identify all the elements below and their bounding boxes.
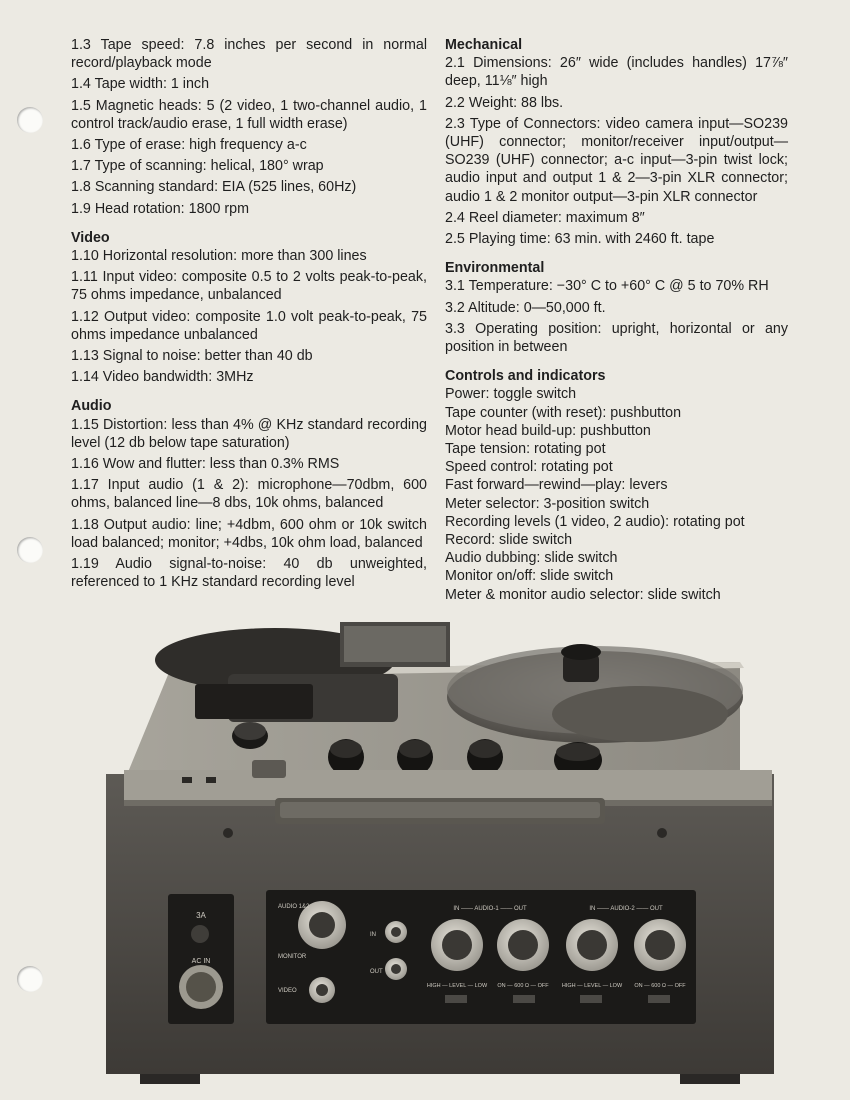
spec-item: 1.13 Signal to noise: better than 40 db [71, 348, 313, 365]
control-item: Tape tension: rotating pot [445, 441, 606, 458]
spec-item: 1.19 Audio signal-to-noise: 40 db unweighted, referenced to 1 KHz standard recording level [71, 556, 427, 591]
load-label: ON — 600 Ω — OFF [634, 983, 686, 989]
spec-item: 1.8 Scanning standard: EIA (525 lines, 60Hz) [71, 179, 357, 196]
audio-1-label: IN —— AUDIO-1 —— OUT [453, 906, 527, 912]
control-item: Audio dubbing: slide switch [445, 550, 618, 567]
spec-item: 1.4 Tape width: 1 inch [71, 76, 210, 93]
control-item: Fast forward—rewind—play: levers [445, 477, 668, 494]
controls-heading: Controls and indicators [445, 368, 606, 385]
audio-heading: Audio [71, 398, 112, 415]
spec-item: 1.3 Tape speed: 7.8 inches per second in normal record/playback mode [71, 37, 427, 72]
punch-hole-bottom [17, 966, 43, 992]
video-out-label: OUT [370, 969, 383, 975]
spec-item: 1.5 Magnetic heads: 5 (2 video, 1 two-channel audio, 1 control track/audio erase, 1 full width erase) [71, 97, 427, 132]
spec-item: 1.16 Wow and flutter: less than 0.3% RMS [71, 456, 340, 473]
power-fuse-label: 3A [196, 911, 206, 920]
spec-item: 1.7 Type of scanning: helical, 180° wrap [71, 158, 324, 175]
control-item: Monitor on/off: slide switch [445, 568, 614, 585]
deck-knob [467, 739, 503, 775]
video-in-label: IN [370, 932, 376, 938]
spec-item: 2.1 Dimensions: 26″ wide (includes handles) 17⅞″ deep, 11⅛″ high [445, 55, 788, 90]
tape-reel [447, 644, 743, 743]
control-item: Meter selector: 3-position switch [445, 495, 650, 512]
left-column [71, 36, 427, 594]
audio-2-label: IN —— AUDIO-2 —— OUT [589, 906, 663, 912]
video-section [71, 229, 427, 387]
control-item: Tape counter (with reset): pushbutton [445, 404, 682, 421]
spec-item: 1.10 Horizontal resolution: more than 300 lines [71, 248, 367, 265]
video-jack-label: VIDEO [278, 988, 297, 994]
video-heading: Video [71, 229, 110, 246]
spec-item: 2.4 Reel diameter: maximum 8″ [445, 209, 645, 226]
ac-in-label: AC IN [191, 958, 211, 965]
audio-jack-label: AUDIO 1&2 [278, 904, 310, 910]
right-column [445, 36, 788, 604]
spec-item: 3.1 Temperature: −30° C to +60° C @ 5 to 70% RH [445, 278, 769, 295]
control-item: Record: slide switch [445, 532, 573, 549]
deck-knob [232, 722, 268, 749]
control-item: Power: toggle switch [445, 386, 577, 403]
control-item: Speed control: rotating pot [445, 459, 613, 476]
deck-knob [328, 739, 364, 775]
control-item: Meter & monitor audio selector: slide switch [445, 586, 721, 603]
level-label: HIGH — LEVEL — LOW [426, 983, 488, 989]
foot [140, 1074, 200, 1084]
punch-hole-middle [17, 537, 43, 563]
spec-item: 1.14 Video bandwidth: 3MHz [71, 369, 254, 386]
spec-item: 2.3 Type of Connectors: video camera input—SO239 (UHF) connector; monitor/receiver input/output—SO239 (UHF) connector; a-c input—3-pin twist lock; audio input and output 1 & 2—3-pin XLR connector; audio 1 & 2 monitor output—3-pin XLR connector [445, 115, 788, 205]
load-label: ON — 600 Ω — OFF [497, 983, 549, 989]
foot [680, 1074, 740, 1084]
monitor-label: MONITOR [278, 954, 307, 960]
control-item: Recording levels (1 video, 2 audio): rotating pot [445, 513, 745, 530]
spec-item: 2.2 Weight: 88 lbs. [445, 94, 564, 111]
control-item: Motor head build-up: pushbutton [445, 422, 651, 439]
environmental-heading: Environmental [445, 260, 545, 277]
spec-item: 3.3 Operating position: upright, horizontal or any position in between [445, 320, 788, 356]
video-recorder-photo [100, 622, 790, 1090]
spec-item: 1.6 Type of erase: high frequency a-c [71, 137, 307, 154]
spec-item: 1.15 Distortion: less than 4% @ KHz standard recording level (12 db below tape saturation) [71, 416, 427, 451]
punch-hole-top [17, 107, 43, 133]
environmental-section [445, 259, 788, 356]
spec-item: 1.9 Head rotation: 1800 rpm [71, 200, 250, 217]
spec-item: 1.11 Input video: composite 0.5 to 2 volts peak-to-peak, 75 ohms impedance, unbalanced [71, 269, 427, 304]
deck-knob [397, 739, 433, 775]
spec-item: 1.18 Output audio: line; +4dbm, 600 ohm or 10k switch load balanced; monitor; +4dbs, 10k ohm load, balanced [71, 516, 427, 551]
mechanical-section [445, 36, 788, 248]
spec-item: 2.5 Playing time: 63 min. with 2460 ft. tape [445, 231, 715, 248]
spec-item: 1.12 Output video: composite 1.0 volt peak-to-peak, 75 ohms impedance unbalanced [71, 308, 427, 343]
spec-item: 3.2 Altitude: 0—50,000 ft. [445, 299, 606, 316]
controls-section [445, 367, 788, 604]
spec-item: 1.17 Input audio (1 & 2): microphone—70dbm, 600 ohms, balanced line—8 dbs, 10k ohms, balanced [71, 477, 427, 512]
tape-spec-section [71, 36, 427, 218]
level-label: HIGH — LEVEL — LOW [561, 983, 623, 989]
audio-section [71, 397, 427, 591]
mechanical-heading: Mechanical [445, 37, 523, 53]
